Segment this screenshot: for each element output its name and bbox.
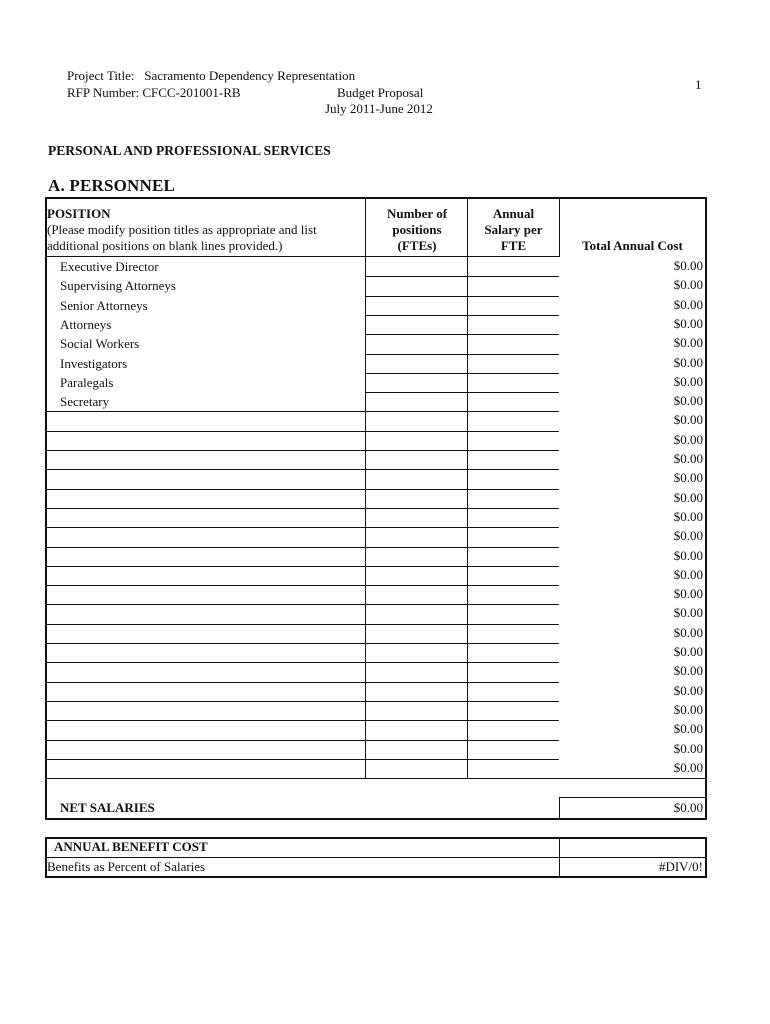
total-cost-cell: $0.00 bbox=[673, 644, 703, 659]
col-salary-1: Annual bbox=[492, 206, 535, 221]
col-total: Total Annual Cost bbox=[582, 238, 683, 253]
budget-period: July 2011-June 2012 bbox=[325, 101, 433, 116]
total-cost-cell: $0.00 bbox=[673, 740, 703, 756]
total-cost-cell: $0.00 bbox=[673, 566, 703, 582]
col-fte-3: (FTEs) bbox=[397, 238, 437, 253]
col-position-title: POSITION bbox=[47, 206, 111, 221]
col-fte-2: positions bbox=[392, 222, 442, 237]
section-title: PERSONAL AND PROFESSIONAL SERVICES bbox=[48, 143, 331, 158]
total-cost-cell: $0.00 bbox=[673, 605, 703, 621]
total-cost-cell: $0.00 bbox=[673, 393, 703, 409]
total-cost-cell: $0.00 bbox=[673, 721, 703, 737]
total-cost-cell: $0.00 bbox=[673, 451, 703, 466]
total-cost-cell: $0.00 bbox=[673, 412, 703, 428]
position-cell[interactable]: Senior Attorneys bbox=[60, 297, 148, 313]
total-cost-cell: $0.00 bbox=[673, 354, 703, 370]
col-salary-2: Salary per bbox=[484, 222, 543, 237]
position-cell[interactable]: Secretary bbox=[60, 394, 110, 410]
total-cost-cell: $0.00 bbox=[673, 296, 703, 312]
total-cost-cell: $0.00 bbox=[673, 759, 703, 775]
position-cell[interactable]: Supervising Attorneys bbox=[60, 278, 176, 294]
total-cost-cell: $0.00 bbox=[673, 373, 703, 389]
benefits-row-label: Benefits as Percent of Salaries bbox=[47, 859, 206, 874]
position-cell[interactable]: Paralegals bbox=[60, 374, 114, 390]
position-cell[interactable]: Executive Director bbox=[60, 259, 159, 274]
total-cost-cell: $0.00 bbox=[673, 624, 703, 640]
position-cell[interactable]: Attorneys bbox=[60, 316, 112, 332]
total-cost-cell: $0.00 bbox=[673, 663, 703, 679]
total-cost-cell: $0.00 bbox=[673, 586, 703, 602]
personnel-heading: A. PERSONNEL bbox=[48, 176, 176, 195]
col-position-note-2: additional positions on blank lines provided.) bbox=[47, 238, 283, 253]
rfp-label: RFP Number: bbox=[67, 85, 140, 100]
net-salaries-value: $0.00 bbox=[673, 800, 703, 815]
total-cost-cell: $0.00 bbox=[673, 701, 703, 717]
project-title: Sacramento Dependency Representation bbox=[144, 68, 356, 83]
total-cost-cell: $0.00 bbox=[673, 682, 703, 698]
col-salary-3: FTE bbox=[500, 238, 527, 253]
total-cost-cell: $0.00 bbox=[673, 508, 703, 524]
col-position-note-1: (Please modify position titles as appropriate and list bbox=[47, 222, 317, 237]
benefits-heading: ANNUAL BENEFIT COST bbox=[54, 839, 208, 854]
position-cell[interactable]: Social Workers bbox=[60, 336, 140, 352]
benefits-row-value: #DIV/0! bbox=[658, 859, 703, 874]
total-cost-cell: $0.00 bbox=[673, 258, 703, 273]
total-cost-cell: $0.00 bbox=[673, 277, 703, 293]
total-cost-cell: $0.00 bbox=[673, 489, 703, 505]
position-cell[interactable]: Investigators bbox=[60, 355, 128, 371]
rfp-number: CFCC-201001-RB bbox=[142, 85, 241, 100]
col-fte-1: Number of bbox=[386, 206, 448, 221]
project-title-label: Project Title: bbox=[67, 68, 135, 83]
page-number: 1 bbox=[695, 77, 702, 92]
total-cost-cell: $0.00 bbox=[673, 335, 703, 351]
total-cost-cell: $0.00 bbox=[673, 528, 703, 544]
total-cost-cell: $0.00 bbox=[673, 470, 703, 486]
net-salaries-label: NET SALARIES bbox=[60, 800, 155, 815]
total-cost-cell: $0.00 bbox=[673, 315, 703, 331]
total-cost-cell: $0.00 bbox=[673, 431, 703, 447]
total-cost-cell: $0.00 bbox=[673, 547, 703, 563]
doc-type: Budget Proposal bbox=[337, 85, 424, 100]
